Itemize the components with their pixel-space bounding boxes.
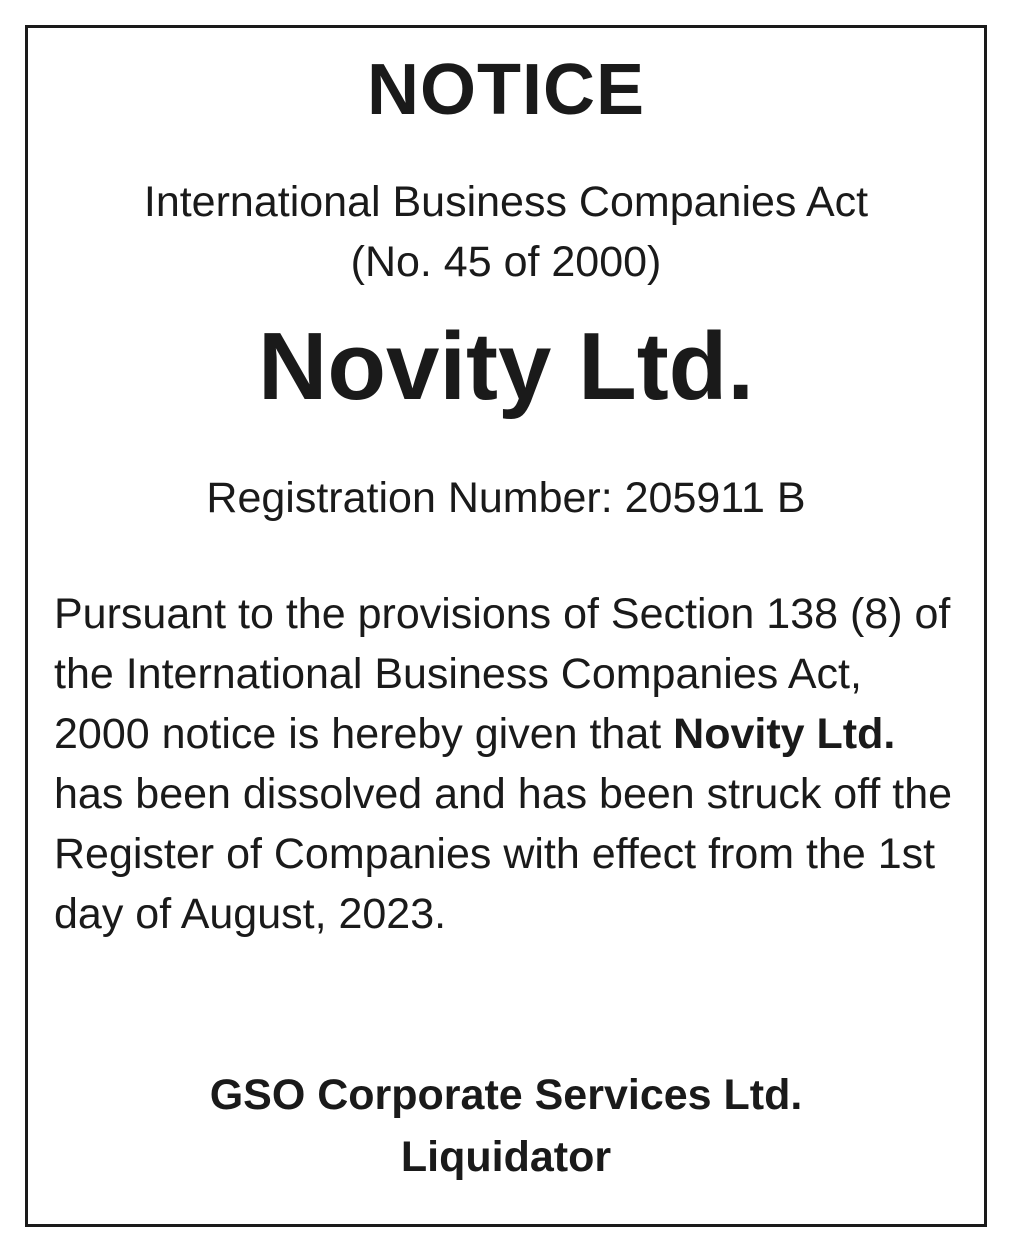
body-company-name: Novity Ltd. xyxy=(673,710,896,758)
signature-block xyxy=(28,1064,984,1188)
notice-heading: NOTICE xyxy=(366,50,645,130)
body-lead: Pursuant to the provisions of Section 138 (8) of the International Business Companies Act, 2000 notice is hereby given that xyxy=(54,590,951,758)
notice-frame xyxy=(25,25,987,1227)
company-name: Novity Ltd. xyxy=(258,313,754,420)
act-number: (No. 45 of 2000) xyxy=(350,238,662,286)
body-tail: has been dissolved and has been struck off the Register of Companies with effect from the 1st day of August, 2023. xyxy=(54,770,953,938)
registration-number: Registration Number: 205911 B xyxy=(206,474,806,522)
act-title xyxy=(28,172,984,292)
signatory-role: Liquidator xyxy=(400,1133,612,1181)
signatory-name: GSO Corporate Services Ltd. xyxy=(209,1071,803,1119)
act-name: International Business Companies Act xyxy=(143,178,869,226)
notice-body xyxy=(54,584,954,944)
